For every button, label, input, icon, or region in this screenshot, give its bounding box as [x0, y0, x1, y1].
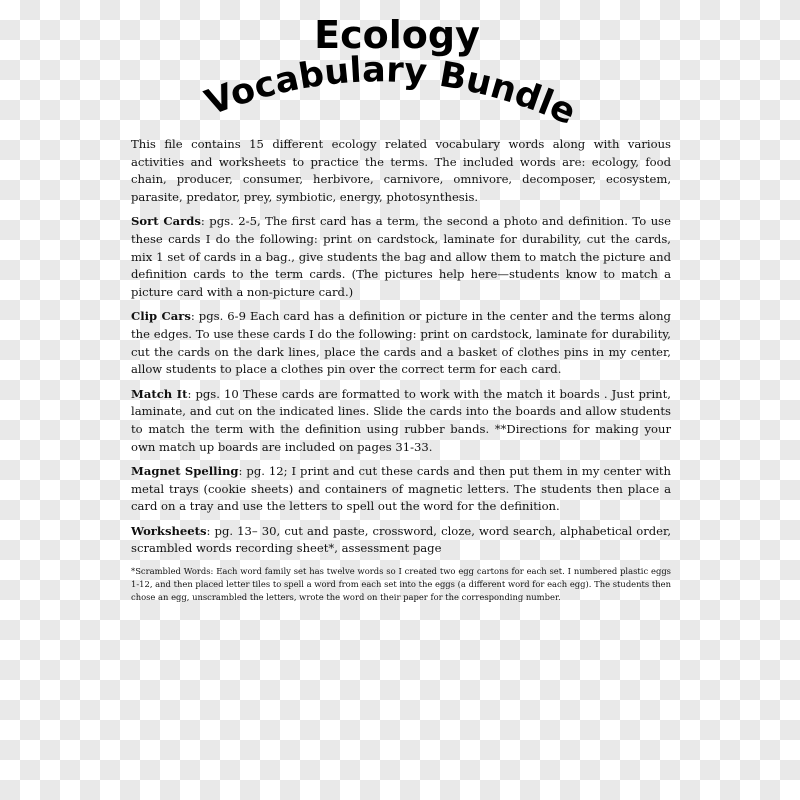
scrambled-words-footnote: *Scrambled Words: Each word family set has twelve words so I created two egg cartons for each set. I numbered plastic eggs 1-12, and then placed letter tiles to spell a word from each set into the eggs (a different word for each egg). The students then chose an egg, unscrambled the letters, wrote the word on their paper for the corresponding number.: [131, 566, 671, 603]
clip-cars-text: : pgs. 6-9 Each card has a definition or picture in the center and the terms along the edges. To use these cards I do the following: print on cardstock, laminate for durability, cut the cards on the dark lines, place the cards and a basket of clothes pins in my center, allow students to place a clothes pin over the correct term for each card.: [131, 309, 671, 377]
title-graphic: [0, 0, 800, 140]
worksheets-text: : pg. 13– 30, cut and paste, crossword, cloze, word search, alphabetical order, scrambled words recording sheet*, assessment page: [131, 523, 671, 556]
clip-cars-label: Clip Cars: [131, 309, 191, 324]
intro-paragraph: This file contains 15 different ecology related vocabulary words along with various activities and worksheets to practice the terms. The included words are: ecology, food chain, producer, consumer, herbivore, carnivore, omnivore, decomposer, ecosystem, parasite, predator, prey, symbiotic, energy, photosynthesis.: [131, 137, 671, 204]
magnet-spelling-paragraph: [131, 463, 671, 516]
document-body: [131, 136, 671, 612]
worksheets-label: Worksheets: [131, 523, 207, 538]
title-line-2-text: [200, 50, 581, 133]
sort-cards-label: Sort Cards: [131, 214, 201, 229]
sort-cards-paragraph: [131, 213, 671, 301]
title-banner: [0, 0, 800, 140]
title-line-2: Vocabulary Bundle: [200, 50, 582, 134]
title-line-1: Ecology: [314, 13, 480, 57]
clip-cars-paragraph: [131, 308, 671, 378]
worksheets-paragraph: [131, 523, 671, 558]
magnet-spelling-text: : pg. 12; I print and cut these cards and then put them in my center with metal trays (cookie sheets) and containers of magnetic letters. The students then place a card on a tray and use the letters to spell out the word for the definition.: [131, 464, 671, 514]
magnet-spelling-label: Magnet Spelling: [131, 464, 239, 479]
sort-cards-text: : pgs. 2-5, The first card has a term, the second a photo and definition. To use these cards I do the following: print on cardstock, laminate for durability, cut the cards, mix 1 set of cards in a bag., give students the bag and allow them to match the picture and definition cards to the term cards. (The pictures help here—students know to match a picture card with a non-picture card.): [131, 214, 671, 299]
match-it-paragraph: [131, 386, 671, 456]
match-it-label: Match It: [131, 386, 188, 401]
match-it-text: : pgs. 10 These cards are formatted to work with the match it boards . Just print, laminate, and cut on the indicated lines. Slide the cards into the boards and allow students to match the term with the definition using rubber bands. **Directions for making your own match up boards are included on pages 31-33.: [131, 386, 671, 454]
